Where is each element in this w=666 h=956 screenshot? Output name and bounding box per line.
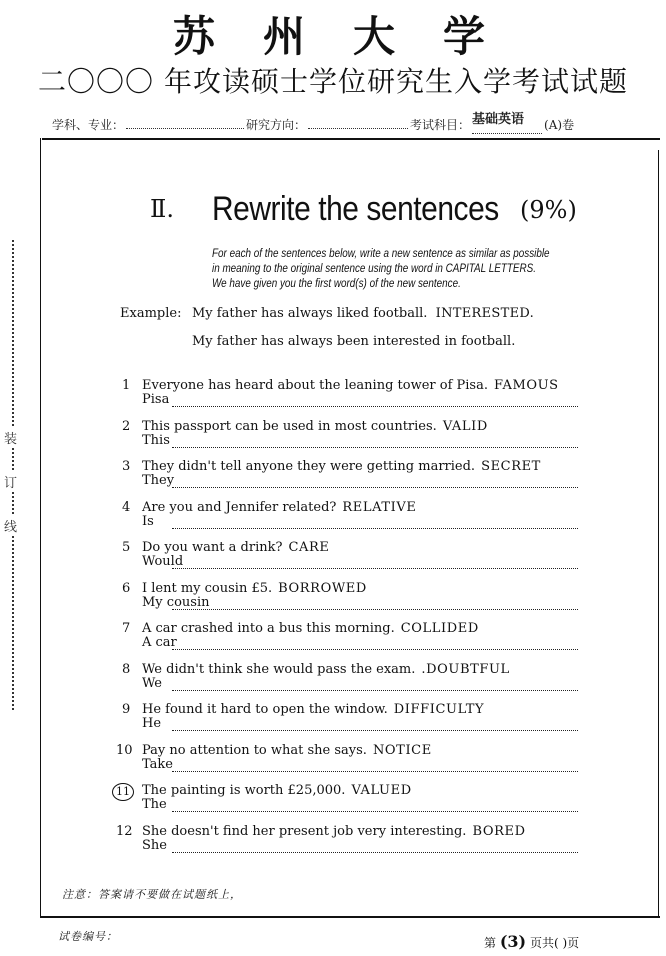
subject-blank — [126, 128, 244, 129]
example-keyword: INTERESTED. — [435, 306, 535, 321]
question-keyword: DIFFICULTY — [393, 702, 485, 717]
example-answer: My father has always been interested in football. — [192, 334, 516, 349]
frame-left-border — [40, 138, 41, 918]
circled-question-number: 11 — [112, 783, 134, 801]
answer-line[interactable] — [172, 811, 578, 812]
paper-number-label: 试卷编号： — [58, 930, 118, 943]
question-keyword: CARE — [288, 540, 330, 555]
answer-line[interactable] — [172, 649, 578, 650]
answer-line[interactable] — [172, 406, 578, 407]
section-title: Rewrite the sentences — [212, 190, 499, 228]
direction-blank — [308, 128, 408, 129]
question-sentence — [142, 621, 479, 636]
course-label: 考试科目： — [410, 118, 471, 132]
question-sentence — [142, 743, 432, 758]
example-original-text: My father has always liked football. — [192, 306, 428, 321]
question-sentence — [142, 702, 484, 717]
exam-info-row — [52, 114, 652, 134]
binding-mark: 订 — [4, 472, 17, 491]
answer-line[interactable] — [172, 487, 578, 488]
course-value: 基础英语 — [472, 112, 525, 127]
section-score: (9%) — [520, 196, 577, 224]
question-number: 7 — [122, 621, 131, 636]
question-keyword: COLLIDED — [400, 621, 479, 636]
instruction-line: We have given you the first word(s) of the new sentence. — [212, 278, 461, 290]
answer-line[interactable] — [172, 852, 578, 853]
question-text: I lent my cousin £5. — [142, 581, 273, 596]
direction-label: 研究方向： — [246, 118, 307, 132]
question-keyword: BORED — [472, 824, 526, 839]
question-sentence — [142, 662, 510, 677]
page-prefix: 第 — [484, 936, 497, 950]
question-text: Are you and Jennifer related? — [142, 500, 337, 515]
question-sentence — [142, 581, 367, 596]
question-text: This passport can be used in most countries. — [142, 419, 437, 434]
page-suffix: 页共( )页 — [529, 936, 580, 950]
answer-starter: Is — [142, 514, 154, 529]
answer-starter: This — [142, 433, 170, 448]
answer-starter: The — [142, 797, 167, 812]
question-text: They didn't tell anyone they were getting married. — [142, 459, 476, 474]
answer-starter: She — [142, 838, 167, 853]
section-number: Ⅱ. — [150, 195, 174, 223]
binding-mark: 装 — [4, 428, 17, 447]
answer-starter: Would — [142, 554, 184, 569]
question-text: A car crashed into a bus this morning. — [142, 621, 395, 636]
question-keyword: NOTICE — [372, 743, 432, 758]
answer-starter: We — [142, 676, 162, 691]
paper-type: (A)卷 — [544, 118, 575, 132]
answer-line[interactable] — [172, 447, 578, 448]
question-number: 6 — [122, 581, 131, 596]
question-number: 1 — [122, 378, 131, 393]
frame-bottom-border — [40, 916, 660, 918]
page-current: (3) — [499, 932, 527, 951]
question-number: 9 — [122, 702, 131, 717]
binding-mark: 线 — [4, 516, 17, 535]
answer-line[interactable] — [172, 690, 578, 691]
answer-starter: A car — [142, 635, 177, 650]
question-text: We didn't think she would pass the exam. — [142, 662, 416, 677]
answer-line[interactable] — [172, 568, 578, 569]
question-sentence — [142, 378, 559, 393]
subject-label: 学科、专业： — [52, 118, 125, 132]
instruction-line: in meaning to the original sentence using the word in CAPITAL LETTERS. — [212, 263, 536, 275]
answer-line[interactable] — [172, 771, 578, 772]
question-keyword: BORROWED — [278, 581, 367, 596]
question-text: Everyone has heard about the leaning tower of Pisa. — [142, 378, 488, 393]
question-sentence — [142, 783, 412, 798]
question-keyword: .DOUBTFUL — [421, 662, 510, 677]
question-keyword: VALUED — [351, 783, 412, 798]
answer-starter: Take — [142, 757, 173, 772]
answer-starter: He — [142, 716, 162, 731]
footer-note: 注意：答案请不要做在试题纸上， — [62, 888, 242, 901]
university-name: 苏州大学 — [172, 12, 533, 61]
page-indicator — [484, 932, 579, 951]
question-sentence — [142, 459, 541, 474]
question-number — [112, 783, 134, 801]
question-number: 10 — [116, 743, 133, 758]
question-keyword: RELATIVE — [342, 500, 417, 515]
answer-starter: My cousin — [142, 595, 210, 610]
question-number: 12 — [116, 824, 133, 839]
question-sentence — [142, 540, 329, 555]
frame-right-border — [658, 150, 659, 918]
question-sentence — [142, 500, 416, 515]
question-number: 4 — [122, 500, 131, 515]
question-keyword: FAMOUS — [493, 378, 559, 393]
question-text: He found it hard to open the window. — [142, 702, 388, 717]
question-text: Pay no attention to what she says. — [142, 743, 367, 758]
question-number: 3 — [122, 459, 131, 474]
course-blank — [472, 114, 542, 134]
question-sentence — [142, 419, 488, 434]
answer-starter: They — [142, 473, 175, 488]
example-original — [192, 306, 534, 321]
answer-line[interactable] — [172, 730, 578, 731]
question-sentence — [142, 824, 526, 839]
question-text: The painting is worth £25,000. — [142, 783, 346, 798]
frame-top-border — [42, 138, 660, 140]
question-number: 5 — [122, 540, 131, 555]
example-label: Example: — [120, 306, 182, 321]
question-keyword: VALID — [442, 419, 488, 434]
exam-title: 二〇〇〇 年攻读硕士学位研究生入学考试试题 — [38, 65, 628, 98]
question-text: She doesn't find her present job very interesting. — [142, 824, 467, 839]
answer-starter: Pisa — [142, 392, 170, 407]
question-number: 2 — [122, 419, 131, 434]
instruction-line: For each of the sentences below, write a new sentence as similar as possible — [212, 248, 550, 260]
answer-line[interactable] — [172, 609, 578, 610]
question-text: Do you want a drink? — [142, 540, 283, 555]
question-number: 8 — [122, 662, 131, 677]
answer-line[interactable] — [172, 528, 578, 529]
question-keyword: SECRET — [481, 459, 541, 474]
